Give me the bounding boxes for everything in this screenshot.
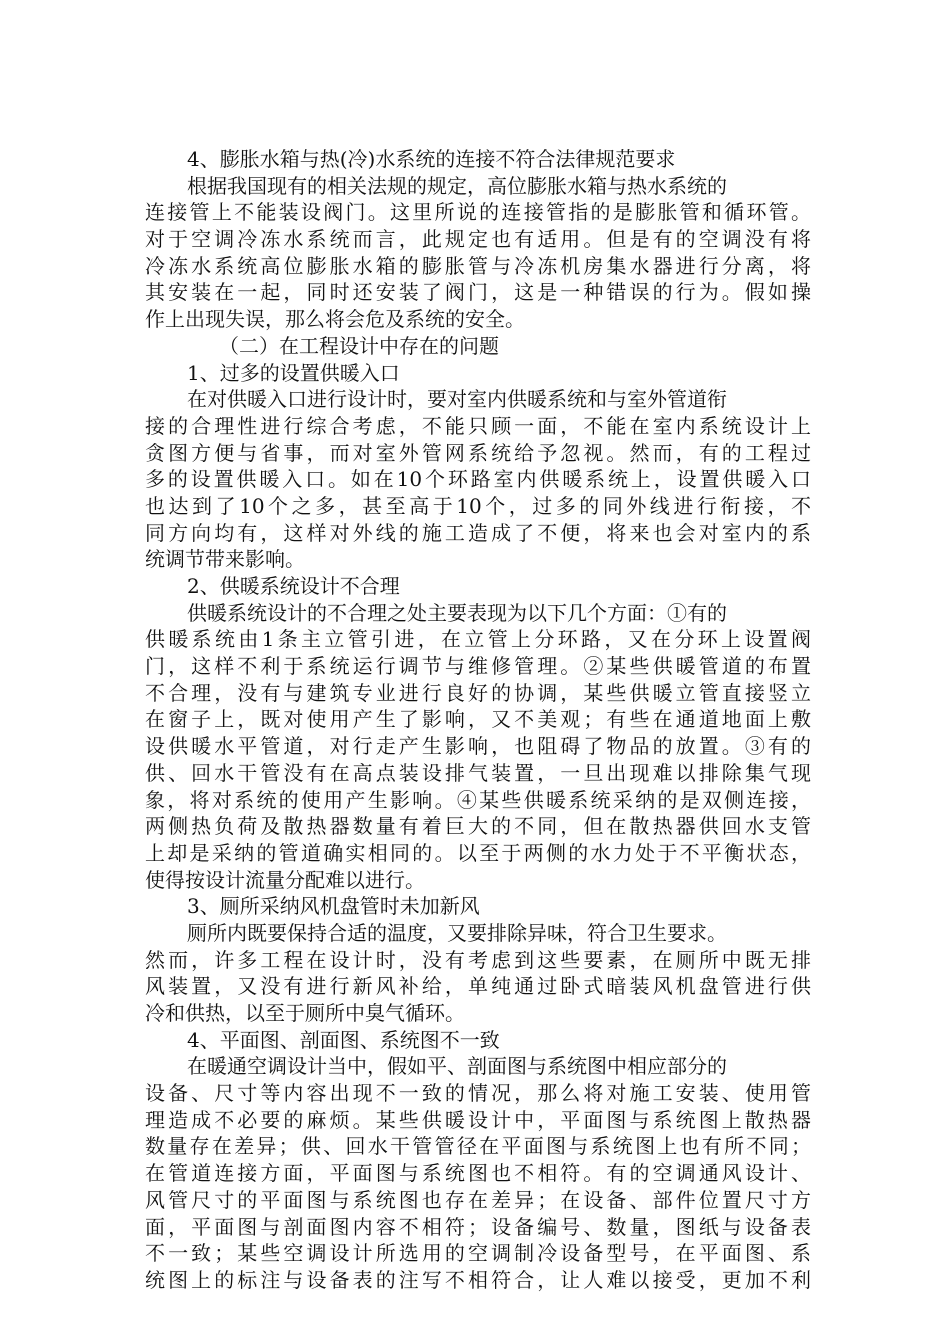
- paragraph-line: 冷冻水系统高位膨胀水箱的膨胀管与冷冻机房集水器进行分离，将: [145, 253, 811, 278]
- paragraph-line: 统调节带来影响。: [145, 547, 305, 572]
- heading-toilet-fan-coil: 3、厕所采纳风机盘管时未加新风: [187, 894, 480, 919]
- heading-heating-design: 2、供暖系统设计不合理: [187, 574, 400, 598]
- document-body: [145, 146, 811, 1294]
- paragraph-line: 统图上的标注与设备表的注写不相符合，让人难以接受，更加不利: [145, 1267, 811, 1292]
- paragraph-drawing-consistency: [145, 1053, 811, 1293]
- paragraph-heating-design: [145, 600, 811, 894]
- heading-drawing-consistency: 4、平面图、剖面图、系统图不一致: [187, 1027, 500, 1052]
- paragraph-heating-inlets: [145, 386, 811, 573]
- paragraph-line: 冷和供热，以至于厕所中臭气循环。: [145, 1001, 465, 1025]
- paragraph-line: 象，将对系统的使用产生影响。④某些供暖系统采纳的是双侧连接，: [145, 787, 811, 812]
- paragraph-line: 供暖系统由1条主立管引进，在立管上分环路，又在分环上设置阀: [145, 627, 811, 652]
- paragraph-line: 供暖系统设计的不合理之处主要表现为以下几个方面：①有的: [187, 600, 727, 625]
- paragraph-line: 门，这样不利于系统运行调节与维修管理。②某些供暖管道的布置: [145, 654, 811, 679]
- paragraph-line: 面，平面图与剖面图内容不相符；设备编号、数量，图纸与设备表: [145, 1214, 811, 1239]
- paragraph-line: 不一致；某些空调设计所选用的空调制冷设备型号，在平面图、系: [145, 1241, 811, 1266]
- paragraph-line: 根据我国现有的相关法规的规定，高位膨胀水箱与热水系统的: [187, 173, 727, 198]
- paragraph-line: 设备、尺寸等内容出现不一致的情况，那么将对施工安装、使用管: [145, 1081, 811, 1106]
- heading-heating-inlets: 1、过多的设置供暖入口: [187, 360, 400, 385]
- paragraph-line: 在窗子上，既对使用产生了影响，又不美观；有些在通道地面上敷: [145, 707, 811, 732]
- paragraph-expansion-tank: [145, 173, 811, 333]
- paragraph-line: 然而，许多工程在设计时，没有考虑到这些要素，在厕所中既无排: [145, 947, 811, 972]
- paragraph-line: 风管尺寸的平面图与系统图也存在差异；在设备、部件位置尺寸方: [145, 1187, 811, 1212]
- paragraph-line: 贪图方便与省事，而对室外管网系统给予忽视。然而，有的工程过: [145, 440, 811, 465]
- paragraph-line: 作上出现失误，那么将会危及系统的安全。: [145, 307, 525, 332]
- paragraph-line: 设供暖水平管道，对行走产生影响，也阻碍了物品的放置。③有的: [145, 734, 811, 759]
- paragraph-line: 在对供暖入口进行设计时，要对室内供暖系统和与室外管道衔: [187, 387, 727, 412]
- heading-expansion-tank: 4、膨胀水箱与热(冷)水系统的连接不符合法律规范要求: [187, 147, 676, 171]
- paragraph-line: 同方向均有，这样对外线的施工造成了不便，将来也会对室内的系: [145, 520, 811, 545]
- paragraph-line: 也达到了10个之多，甚至高于10个，过多的同外线进行衔接，不: [145, 493, 811, 518]
- paragraph-line: 供、回水干管没有在高点装设排气装置，一旦出现难以排除集气现: [145, 760, 811, 785]
- paragraph-line: 厕所内既要保持合适的温度，又要排除异味，符合卫生要求。: [187, 920, 727, 945]
- paragraph-line: 理造成不必要的麻烦。某些供暖设计中，平面图与系统图上散热器: [145, 1107, 811, 1132]
- paragraph-line: 风装置，又没有进行新风补给，单纯通过卧式暗装风机盘管进行供: [145, 974, 811, 999]
- section-heading-design-issues: （二）在工程设计中存在的问题: [219, 333, 499, 358]
- paragraph-line: 在暖通空调设计当中，假如平、剖面图与系统图中相应部分的: [187, 1054, 727, 1079]
- paragraph-line: 两侧热负荷及散热器数量有着巨大的不同，但在散热器供回水支管: [145, 814, 811, 839]
- paragraph-line: 对于空调冷冻水系统而言，此规定也有适用。但是有的空调没有将: [145, 227, 811, 252]
- paragraph-line: 其安装在一起，同时还安装了阀门，这是一种错误的行为。假如操: [145, 280, 811, 305]
- paragraph-line: 连接管上不能装设阀门。这里所说的连接管指的是膨胀管和循环管。: [145, 200, 811, 225]
- paragraph-line: 不合理，没有与建筑专业进行良好的协调，某些供暖立管直接竖立: [145, 680, 811, 705]
- paragraph-line: 在管道连接方面，平面图与系统图也不相符。有的空调通风设计、: [145, 1161, 811, 1186]
- paragraph-line: 使得按设计流量分配难以进行。: [145, 867, 425, 892]
- paragraph-line: 多的设置供暖入口。如在10个环路室内供暖系统上，设置供暖入口: [145, 467, 811, 492]
- paragraph-line: 上却是采纳的管道确实相同的。以至于两侧的水力处于不平衡状态，: [145, 840, 811, 865]
- paragraph-line: 接的合理性进行综合考虑，不能只顾一面，不能在室内系统设计上: [145, 413, 811, 438]
- paragraph-toilet-fan-coil: [145, 920, 811, 1027]
- paragraph-line: 数量存在差异；供、回水干管管径在平面图与系统图上也有所不同；: [145, 1134, 811, 1159]
